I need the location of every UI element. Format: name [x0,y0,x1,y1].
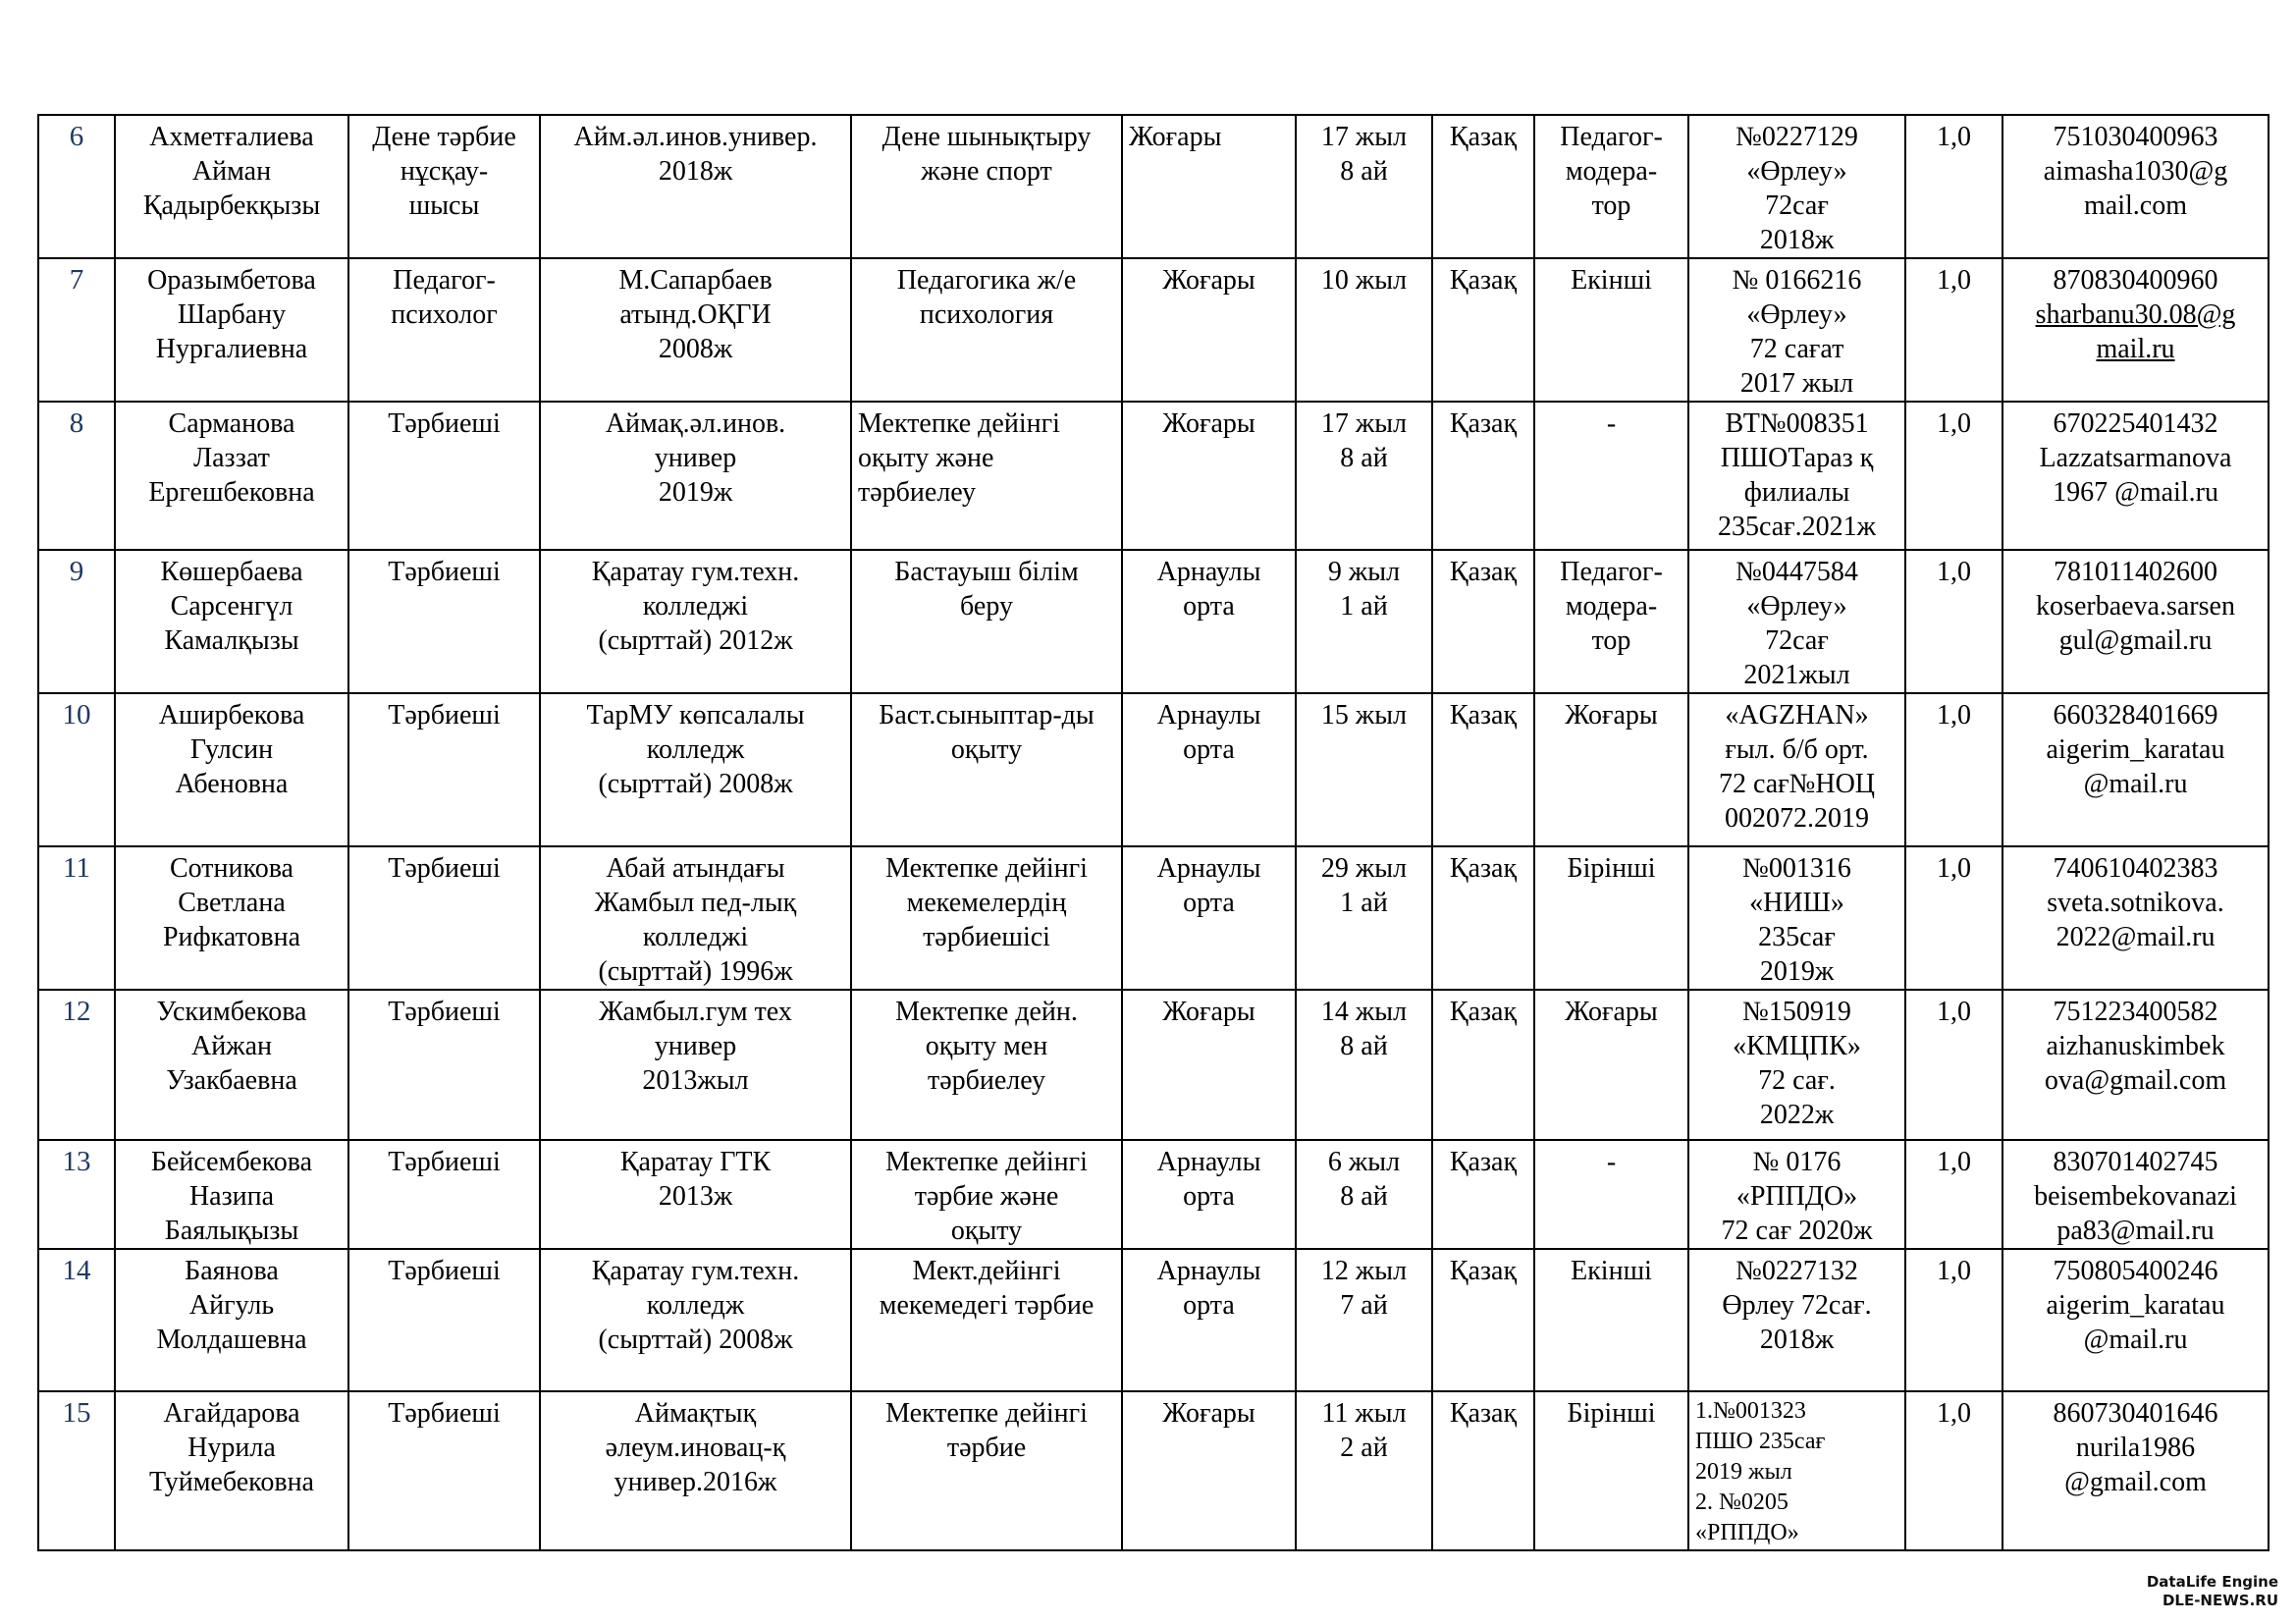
row-number: 10 [38,693,115,846]
certificate: №001316 «НИШ» 235сағ 2019ж [1688,846,1905,990]
contact [2002,693,2269,846]
education-level: Жоғары [1122,258,1296,402]
specialty: Мект.дейінгі мекемедегі тәрбие [851,1249,1122,1391]
rate: 1,0 [1905,990,2002,1140]
category: Жоғары [1534,693,1688,846]
email: aigerim_karatau @mail.ru [2046,1290,2225,1355]
specialty: Мектепке дейн. оқыту мен тәрбиелеу [851,990,1122,1140]
row-number: 6 [38,115,115,258]
table-row [38,115,2269,258]
education-level: Жоғары [1122,1391,1296,1550]
language: Қазақ [1432,258,1534,402]
email: aigerim_karatau @mail.ru [2046,734,2225,799]
certificate: №150919 «КМЦПК» 72 сағ. 2022ж [1688,990,1905,1140]
email: aizhanuskimbek ova@gmail.com [2044,1031,2227,1096]
staff-table [37,114,2269,1551]
language: Қазақ [1432,1140,1534,1249]
experience: 17 жыл 8 ай [1296,402,1432,550]
email: koserbaeva.sarsen gul@gmail.ru [2036,591,2235,656]
full-name: Ахметғалиева Айман Қадырбекқызы [115,115,348,258]
category: Екінші [1534,1249,1688,1391]
experience: 11 жыл 2 ай [1296,1391,1432,1550]
institution: Қаратау гум.техн. колледжі (сырттай) 2012ж [540,550,851,693]
experience: 9 жыл 1 ай [1296,550,1432,693]
email: aimasha1030@g mail.com [2043,156,2228,221]
rate: 1,0 [1905,402,2002,550]
specialty: Баст.сыныптар-ды оқыту [851,693,1122,846]
watermark-line-2: DLE-NEWS.RU [2162,1592,2278,1609]
table-row [38,550,2269,693]
contact [2002,1391,2269,1550]
row-number: 14 [38,1249,115,1391]
institution: Абай атындағы Жамбыл пед-лық колледжі (сырттай) 1996ж [540,846,851,990]
rate: 1,0 [1905,1249,2002,1391]
table-row [38,846,2269,990]
contact [2002,846,2269,990]
rate: 1,0 [1905,693,2002,846]
language: Қазақ [1432,550,1534,693]
row-number: 7 [38,258,115,402]
iin: 660328401669 [2053,700,2218,731]
contact [2002,550,2269,693]
education-level: Арнаулы орта [1122,846,1296,990]
position: Тәрбиеші [348,1249,540,1391]
institution: ТарМУ көпсалалы колледж (сырттай) 2008ж [540,693,851,846]
full-name: Бейсембекова Назипа Баялықызы [115,1140,348,1249]
row-number: 15 [38,1391,115,1550]
iin: 670225401432 [2053,408,2218,439]
contact [2002,402,2269,550]
specialty: Мектепке дейінгі мекемелердің тәрбиешісі [851,846,1122,990]
education-level: Арнаулы орта [1122,550,1296,693]
email: beisembekovanazi pa83@mail.ru [2034,1181,2237,1246]
iin: 751223400582 [2053,997,2218,1027]
specialty: Педагогика ж/е психология [851,258,1122,402]
watermark [2147,1573,2278,1610]
position: Тәрбиеші [348,846,540,990]
institution: Қаратау ГТК 2013ж [540,1140,851,1249]
position: Дене тәрбие нұсқау- шысы [348,115,540,258]
category: - [1534,402,1688,550]
iin: 781011402600 [2054,557,2217,587]
email: nurila1986 @gmail.com [2064,1433,2207,1497]
table-row [38,258,2269,402]
contact [2002,1249,2269,1391]
language: Қазақ [1432,1249,1534,1391]
education-level: Арнаулы орта [1122,1140,1296,1249]
contact [2002,258,2269,402]
education-level: Жоғары [1122,402,1296,550]
rate: 1,0 [1905,115,2002,258]
education-level: Арнаулы орта [1122,1249,1296,1391]
table-row [38,1391,2269,1550]
specialty: Мектепке дейінгі оқыту және тәрбиелеу [851,402,1122,550]
full-name: Сарманова Лаззат Ергешбековна [115,402,348,550]
rate: 1,0 [1905,258,2002,402]
category: Педагог- модера- тор [1534,115,1688,258]
position: Тәрбиеші [348,402,540,550]
full-name: Ускимбекова Айжан Узакбаевна [115,990,348,1140]
iin: 740610402383 [2053,853,2218,884]
full-name: Аширбекова Гулсин Абеновна [115,693,348,846]
table-row [38,402,2269,550]
language: Қазақ [1432,990,1534,1140]
specialty: Мектепке дейінгі тәрбие және оқыту [851,1140,1122,1249]
watermark-line-1: DataLife Engine [2146,1573,2278,1591]
category: - [1534,1140,1688,1249]
position: Тәрбиеші [348,550,540,693]
contact [2002,990,2269,1140]
full-name: Баянова Айгуль Молдашевна [115,1249,348,1391]
specialty: Бастауыш білім беру [851,550,1122,693]
specialty: Дене шынықтыру және спорт [851,115,1122,258]
certificate: №0227132 Өрлеу 72сағ. 2018ж [1688,1249,1905,1391]
certificate: № 0176 «РППДО» 72 сағ 2020ж [1688,1140,1905,1249]
institution: Аймақтық әлеум.иновац-қ универ.2016ж [540,1391,851,1550]
contact [2002,115,2269,258]
iin: 750805400246 [2053,1256,2218,1286]
contact [2002,1140,2269,1249]
institution: Айм.әл.инов.универ. 2018ж [540,115,851,258]
row-number: 12 [38,990,115,1140]
position: Тәрбиеші [348,990,540,1140]
experience: 17 жыл 8 ай [1296,115,1432,258]
category: Екінші [1534,258,1688,402]
language: Қазақ [1432,115,1534,258]
table-row [38,1140,2269,1249]
table-row [38,1249,2269,1391]
certificate: №0227129 «Өрлеу» 72сағ 2018ж [1688,115,1905,258]
table-row [38,693,2269,846]
iin: 830701402745 [2053,1147,2218,1177]
email: sveta.sotnikova. 2022@mail.ru [2047,888,2224,952]
experience: 12 жыл 7 ай [1296,1249,1432,1391]
education-level: Жоғары [1122,990,1296,1140]
category: Бірінші [1534,1391,1688,1550]
rate: 1,0 [1905,1391,2002,1550]
institution: М.Сапарбаев атынд.ОҚГИ 2008ж [540,258,851,402]
certificate: 1.№001323 ПШО 235сағ 2019 жыл 2. №0205 «РППДО» [1688,1391,1905,1550]
full-name: Агайдарова Нурила Туймебековна [115,1391,348,1550]
institution: Аймақ.әл.инов. универ 2019ж [540,402,851,550]
iin: 870830400960 [2053,265,2218,296]
language: Қазақ [1432,402,1534,550]
institution: Қаратау гум.техн. колледж (сырттай) 2008ж [540,1249,851,1391]
experience: 6 жыл 8 ай [1296,1140,1432,1249]
email-link[interactable]: sharbanu30.08@g mail.ru [2035,299,2236,364]
institution: Жамбыл.гум тех универ 2013жыл [540,990,851,1140]
category: Бірінші [1534,846,1688,990]
certificate: ВТ№008351 ПШОТараз қ филиалы 235сағ.2021ж [1688,402,1905,550]
email: Lazzatsarmanova 1967 @mail.ru [2039,443,2232,508]
position: Тәрбиеші [348,1391,540,1550]
experience: 10 жыл [1296,258,1432,402]
certificate: №0447584 «Өрлеу» 72сағ 2021жыл [1688,550,1905,693]
table-row [38,990,2269,1140]
experience: 29 жыл 1 ай [1296,846,1432,990]
specialty: Мектепке дейінгі тәрбие [851,1391,1122,1550]
language: Қазақ [1432,693,1534,846]
certificate: № 0166216 «Өрлеу» 72 сағат 2017 жыл [1688,258,1905,402]
education-level: Жоғары [1122,115,1296,258]
full-name: Сотникова Светлана Рифкатовна [115,846,348,990]
certificate: «AGZHAN» ғыл. б/б орт. 72 сағ№НОЦ 002072.2019 [1688,693,1905,846]
iin: 860730401646 [2053,1398,2218,1429]
row-number: 9 [38,550,115,693]
row-number: 11 [38,846,115,990]
rate: 1,0 [1905,846,2002,990]
position: Педагог- психолог [348,258,540,402]
experience: 15 жыл [1296,693,1432,846]
rate: 1,0 [1905,1140,2002,1249]
position: Тәрбиеші [348,693,540,846]
row-number: 13 [38,1140,115,1249]
row-number: 8 [38,402,115,550]
education-level: Арнаулы орта [1122,693,1296,846]
experience: 14 жыл 8 ай [1296,990,1432,1140]
rate: 1,0 [1905,550,2002,693]
category: Жоғары [1534,990,1688,1140]
category: Педагог- модера- тор [1534,550,1688,693]
position: Тәрбиеші [348,1140,540,1249]
language: Қазақ [1432,1391,1534,1550]
full-name: Оразымбетова Шарбану Нургалиевна [115,258,348,402]
iin: 751030400963 [2053,122,2218,152]
language: Қазақ [1432,846,1534,990]
full-name: Көшербаева Сарсенгүл Камалқызы [115,550,348,693]
